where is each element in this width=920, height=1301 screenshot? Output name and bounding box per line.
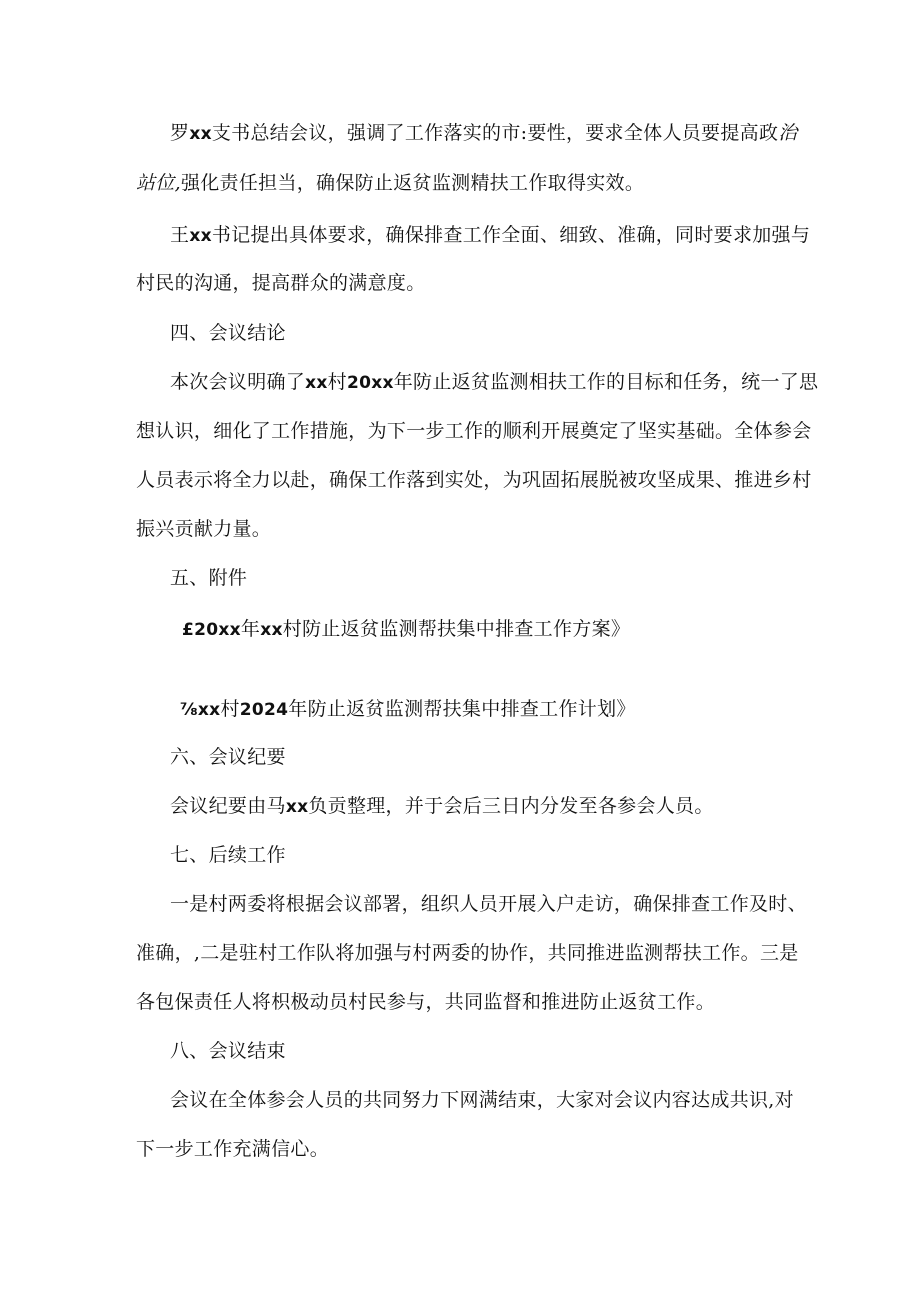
followup-text-2: 准确，,二是驻村工作队将加强与村两委的协作，共同推进监测帮扶工作。三是 <box>136 942 799 964</box>
section-6-heading <box>170 744 810 770</box>
closing-line-2 <box>136 1136 776 1162</box>
luo-summary-italic-end: 治 <box>778 122 798 144</box>
luo-summary-italic-start: 站位, <box>136 172 181 194</box>
section-8-heading <box>170 1038 810 1064</box>
followup-line-3 <box>136 989 776 1015</box>
followup-text-3: 各包保责任人将枳极动员村民参与，共同监督和推进防止返贫工作。 <box>136 991 716 1013</box>
section-4-heading-text: 四、会议结论 <box>170 322 286 344</box>
minutes-text: 会议纪要由马xx负贡整理，并于会后三日内分发至各参会人员。 <box>170 795 714 817</box>
wang-line-1 <box>170 222 810 249</box>
section-4-heading <box>170 320 810 346</box>
closing-text-2: 下一步工作充满信心。 <box>136 1138 330 1160</box>
section-6-heading-text: 六、会议纪要 <box>170 746 286 768</box>
minutes-line <box>170 793 810 820</box>
attachment-2 <box>180 696 820 723</box>
conclusion-line-1 <box>170 369 819 396</box>
luo-summary-text-1: 罗xx支书总结会议，强调了工作落实的市:要性，要求全体人员要提高政 <box>170 122 779 144</box>
attachment-2-text: ⅞xx村2024年防止返贫监测帮扶集中排查工作计划》 <box>180 698 636 720</box>
conclusion-text-2: 想认识，细化了工作措施，为下一步工作的顺利开展奠定了坚实基础。全体参会 <box>136 420 812 442</box>
section-7-heading-text: 七、后续工作 <box>170 844 286 866</box>
wang-text-1: 王xx书记提出具体要求，确保排查工作全面、细致、准确，同时要求加强与 <box>170 224 811 246</box>
attachment-1-text: £20xx年xx村防止返贫监测帮扶集中排查工作方案》 <box>182 618 631 640</box>
luo-summary-rest: 强化责任担当，确保防止返贫监测精扶工作取得实效。 <box>180 172 645 194</box>
luo-summary-line-1 <box>170 120 810 147</box>
followup-text-1: 一是村两委将根据会议部署，组织人员开展入户走访，确保排查工作及时、 <box>170 893 807 915</box>
conclusion-text-3: 人员表示将全力以赴，确保工作落到实处，为巩固拓展脱被攻坚成果、推进乡村 <box>136 469 812 491</box>
conclusion-line-4 <box>136 516 776 542</box>
section-5-heading <box>170 565 810 591</box>
wang-text-2: 村民的沟通，提高群众的满意度。 <box>136 272 426 294</box>
luo-summary-text-2 <box>136 172 644 194</box>
section-5-heading-text: 五、附件 <box>170 567 248 589</box>
closing-line-1 <box>170 1087 810 1113</box>
wang-line-2 <box>136 270 776 296</box>
closing-text-1: 会议在全体参会人员的共同努力下网满结束，大家对会议内容达成共识,对 <box>170 1089 794 1111</box>
followup-line-1 <box>170 891 810 917</box>
luo-summary-line-2 <box>136 170 776 196</box>
conclusion-text-1: 本次会议明确了xx村20xx年防止返贫监测相扶工作的目标和任务，统一了思 <box>170 371 819 393</box>
attachment-1 <box>182 616 822 643</box>
section-7-heading <box>170 842 810 868</box>
conclusion-line-3 <box>136 467 812 493</box>
conclusion-text-4: 振兴贡献力量。 <box>136 518 272 540</box>
conclusion-line-2 <box>136 418 812 444</box>
followup-line-2 <box>136 940 799 966</box>
section-8-heading-text: 八、会议结束 <box>170 1040 286 1062</box>
